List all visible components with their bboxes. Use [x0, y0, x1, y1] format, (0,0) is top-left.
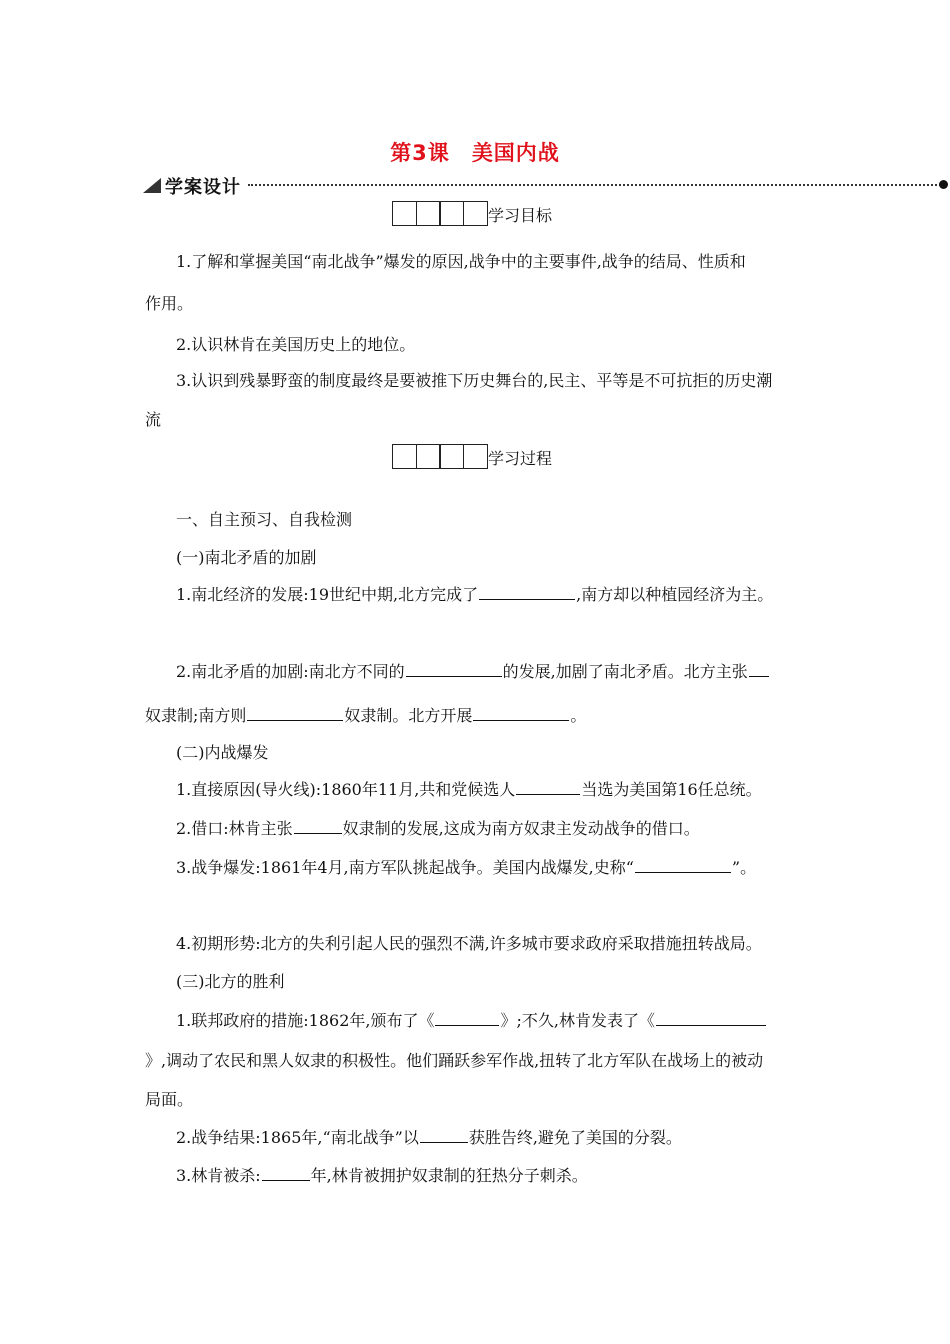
lesson-number: 第3课	[390, 141, 450, 165]
item-1-1: 1.南北经济的发展:19世纪中期,北方完成了 ,南方却以种植园经济为主。	[176, 585, 774, 604]
item-2-2: 2.借口:林肯主张 奴隶制的发展,这成为南方奴隶主发动战争的借口。	[176, 819, 700, 838]
banner-label: 学案设计	[165, 177, 241, 198]
goal-3-line-1: 3.认识到残暴野蛮的制度最终是要被推下历史舞台的,民主、平等是不可抗拒的历史潮	[176, 371, 773, 390]
heading-boxes	[392, 444, 486, 469]
subheading-2: (二)内战爆发	[176, 743, 269, 762]
fill-blank[interactable]	[479, 585, 575, 600]
subheading-3: (三)北方的胜利	[176, 972, 285, 991]
goals-heading	[392, 201, 552, 226]
goal-1-line-1: 1.了解和掌握美国“南北战争”爆发的原因,战争中的主要事件,战争的结局、性质和	[176, 252, 746, 271]
process-heading	[392, 444, 552, 469]
item-2-3: 3.战争爆发:1861年4月,南方军队挑起战争。美国内战爆发,史称“ ”。	[176, 858, 757, 877]
item-3-1-line-1: 1.联邦政府的措施:1862年,颁布了《 》;不久,林肯发表了《	[176, 1010, 767, 1032]
heading-boxes	[392, 201, 486, 226]
page-title	[0, 137, 950, 167]
item-1-2-line-2: 奴隶制;南方则 奴隶制。北方开展 。	[145, 706, 587, 725]
item-1-2-line-1: 2.南北矛盾的加剧:南北方不同的 的发展,加剧了南北矛盾。北方主张	[176, 661, 770, 683]
goal-2: 2.认识林肯在美国历史上的地位。	[176, 335, 416, 354]
fill-blank[interactable]	[247, 706, 343, 721]
fill-blank[interactable]	[473, 706, 569, 721]
subheading-1: (一)南北矛盾的加剧	[176, 548, 317, 567]
goals-heading-label: 学习目标	[488, 206, 553, 225]
divider-end-dot	[939, 180, 948, 189]
item-3-1-line-3: 局面。	[145, 1090, 194, 1109]
fill-blank[interactable]	[406, 662, 502, 677]
item-2-4: 4.初期形势:北方的失利引起人民的强烈不满,许多城市要求政府采取措施扭转战局。	[176, 934, 762, 953]
dotted-divider	[248, 184, 941, 186]
goal-1-line-2: 作用。	[145, 294, 194, 313]
fill-blank[interactable]	[656, 1011, 766, 1026]
goal-3-line-2: 流	[145, 410, 162, 429]
item-3-3: 3.林肯被杀: 年,林肯被拥护奴隶制的狂热分子刺杀。	[176, 1166, 588, 1185]
item-2-1: 1.直接原因(导火线):1860年11月,共和党候选人 当选为美国第16任总统。	[176, 780, 762, 799]
process-heading-label: 学习过程	[488, 449, 553, 468]
section-banner	[143, 172, 949, 198]
fill-blank[interactable]	[749, 662, 769, 677]
fill-blank[interactable]	[420, 1128, 468, 1143]
lesson-name: 美国内战	[471, 141, 560, 165]
fill-blank[interactable]	[262, 1166, 310, 1181]
fill-blank[interactable]	[635, 858, 731, 873]
part-1-heading: 一、自主预习、自我检测	[176, 510, 353, 529]
fill-blank[interactable]	[294, 819, 342, 834]
fill-blank[interactable]	[516, 780, 580, 795]
fill-blank[interactable]	[435, 1011, 499, 1026]
item-3-2: 2.战争结果:1865年,“南北战争”以 获胜告终,避免了美国的分裂。	[176, 1128, 682, 1147]
item-3-1-line-2: 》,调动了农民和黑人奴隶的积极性。他们踊跃参军作战,扭转了北方军队在战场上的被动	[145, 1051, 764, 1070]
